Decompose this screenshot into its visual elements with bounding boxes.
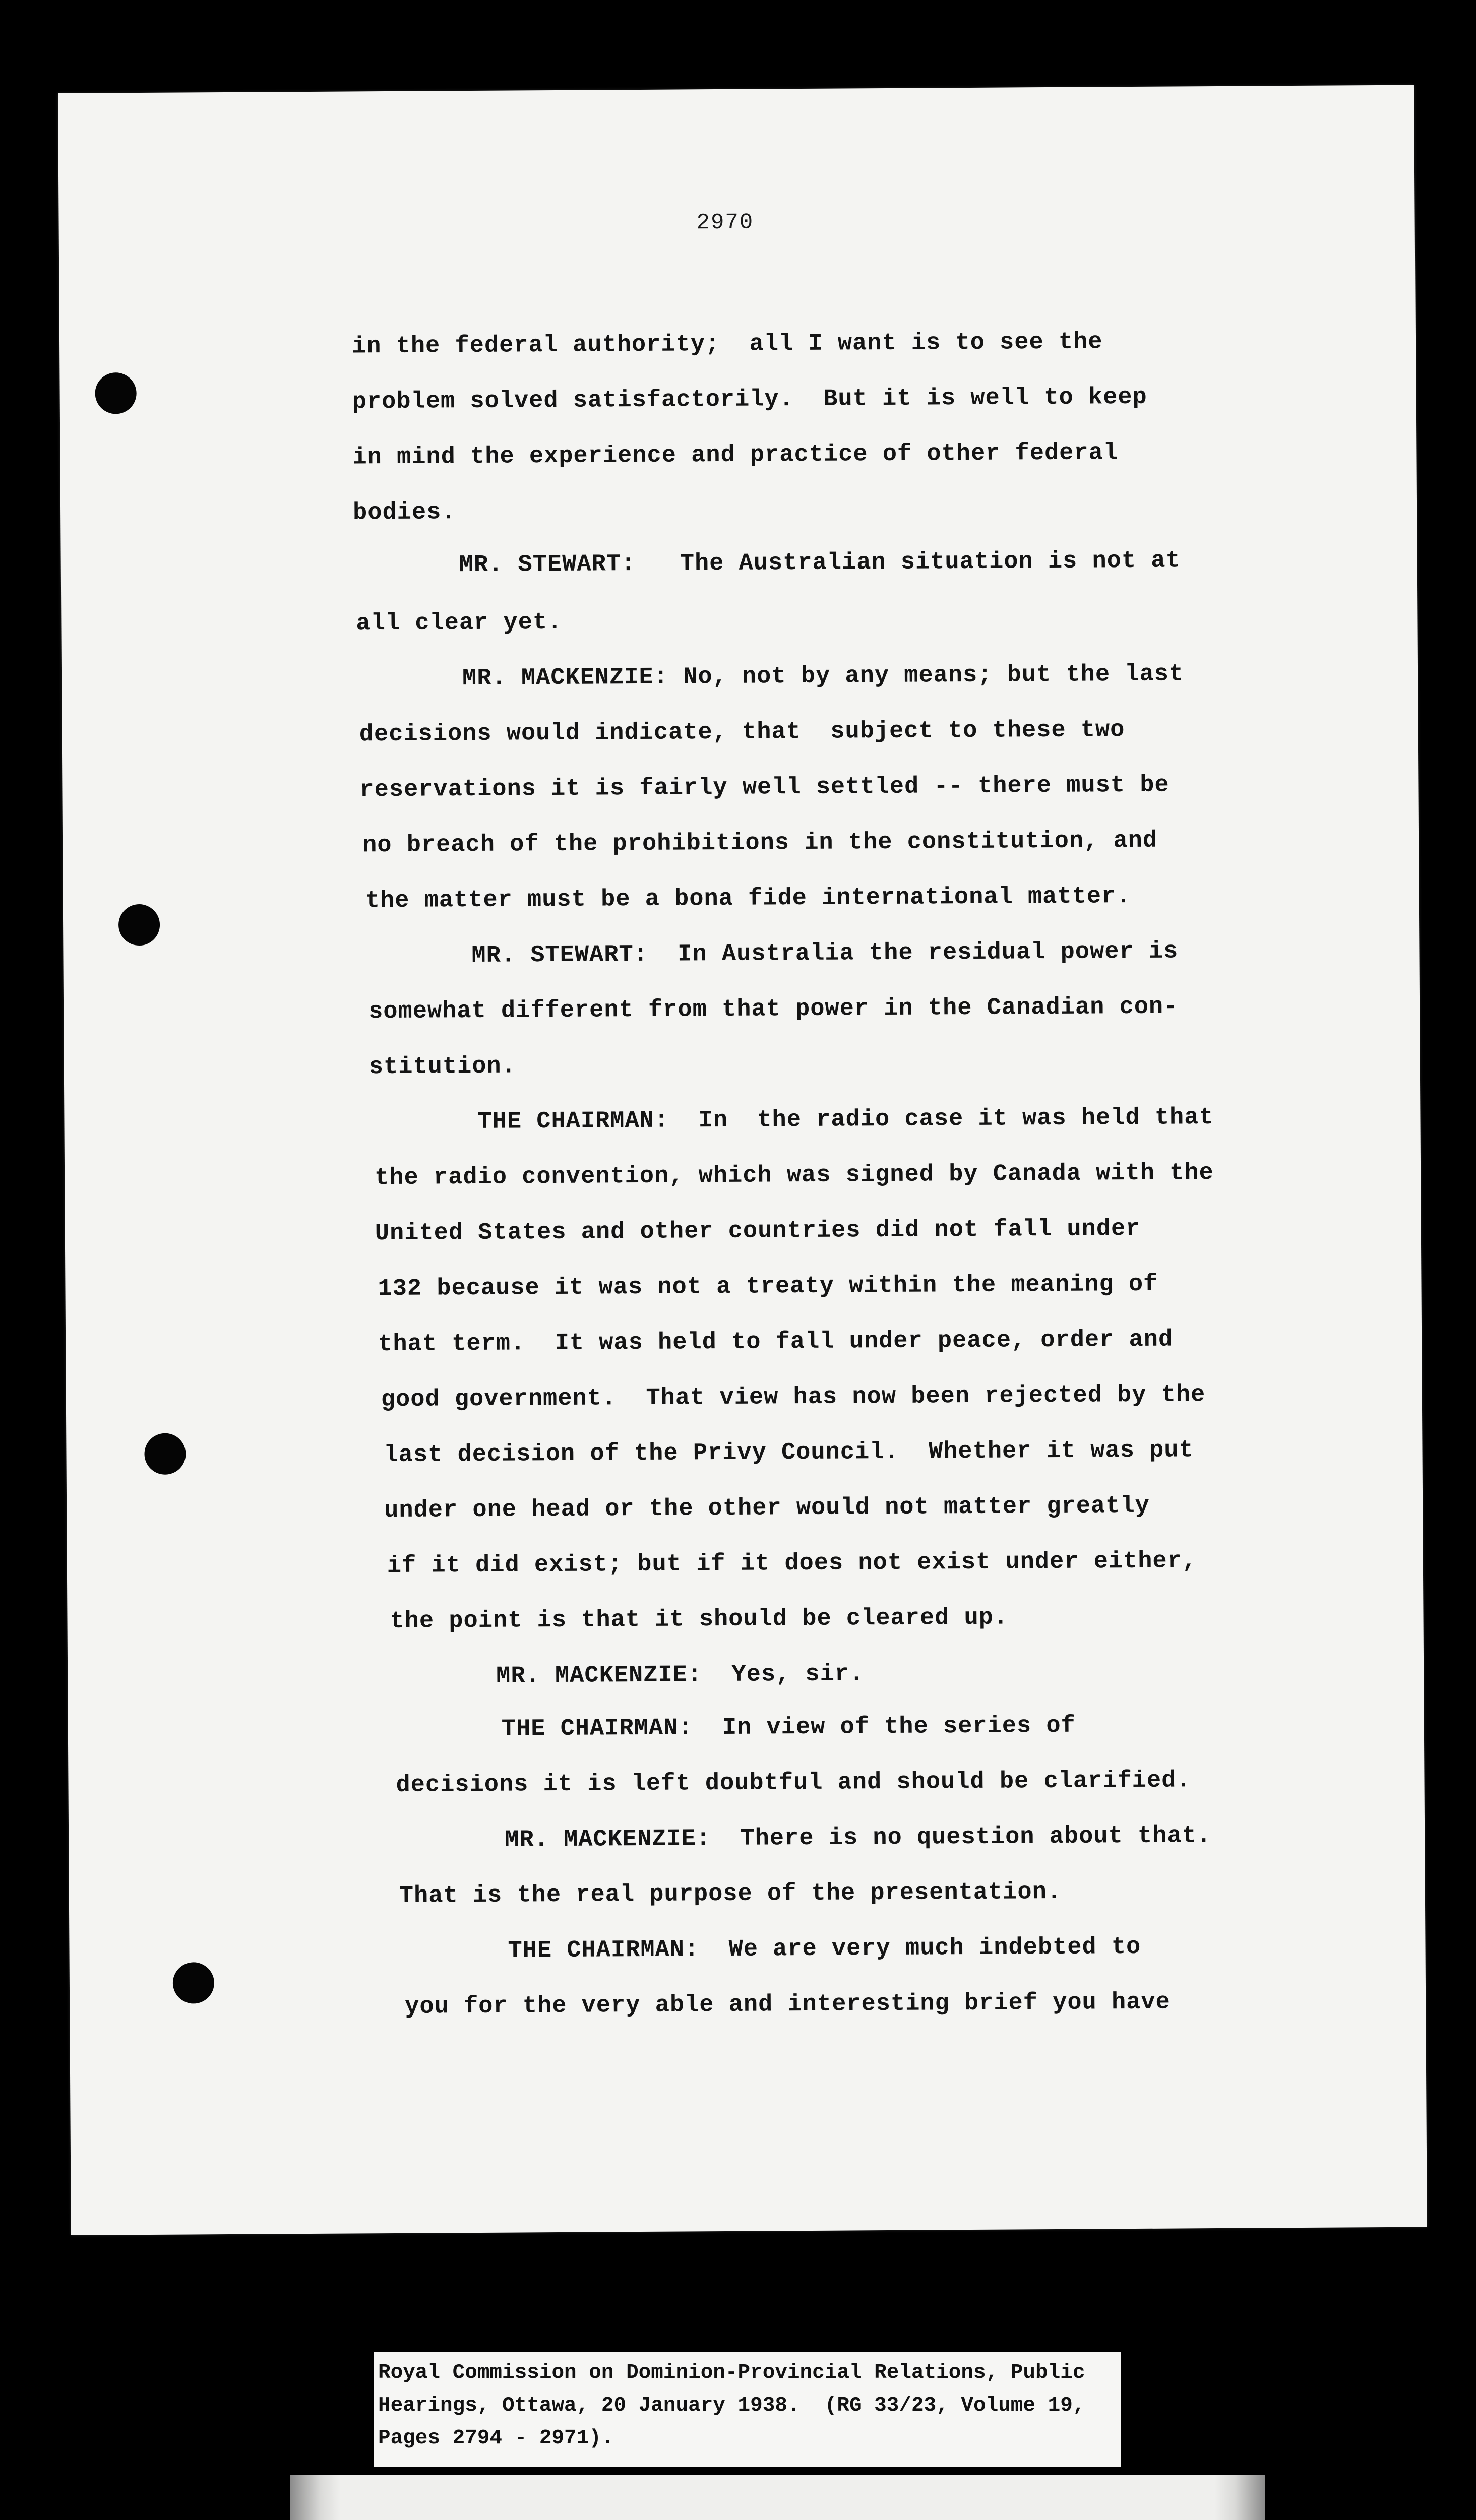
text-line: United States and other countries did not fall under (375, 1215, 1141, 1247)
text-line: the matter must be a bona fide international matter. (365, 883, 1131, 915)
text-line: somewhat different from that power in the Canadian con- (368, 993, 1179, 1026)
text-line: in mind the experience and practice of other federal (352, 439, 1119, 471)
text-line: reservations it is fairly well settled -- there must be (359, 772, 1170, 804)
text-line: if it did exist; but if it does not exist under either, (387, 1548, 1197, 1580)
punch-hole (144, 1433, 186, 1475)
page-number: 2970 (696, 210, 754, 236)
text-line: last decision of the Privy Council. Whether it was put (384, 1437, 1194, 1469)
speaker-line: THE CHAIRMAN: In the radio case it was held that (477, 1104, 1214, 1136)
caption-line: Pages 2794 - 2971). (378, 2427, 614, 2450)
text-line: all clear yet. (356, 609, 563, 638)
speaker-line: MR. MACKENZIE: There is no question about that. (505, 1822, 1212, 1854)
speaker-line: MR. MACKENZIE: No, not by any means; but the last (462, 661, 1184, 692)
text-line: decisions would indicate, that subject to these two (359, 717, 1125, 748)
punch-hole (95, 372, 136, 414)
text-line: under one head or the other would not matter greatly (384, 1492, 1150, 1525)
stamp-edge-left (290, 2475, 340, 2520)
archive-caption (374, 2352, 1121, 2467)
speaker-line: THE CHAIRMAN: In view of the series of (501, 1712, 1076, 1743)
text-line: the radio convention, which was signed by Canada with the (374, 1160, 1214, 1192)
text-line: bodies. (352, 499, 456, 527)
text-line: you for the very able and interesting brief you have (405, 1989, 1171, 2021)
text-line: no breach of the prohibitions in the constitution, and (362, 827, 1158, 859)
punch-hole (118, 904, 160, 946)
caption-line: Royal Commission on Dominion-Provincial Relations, Public (378, 2361, 1085, 2384)
punch-hole (173, 1962, 214, 2003)
text-line: decisions it is left doubtful and should be clarified. (396, 1767, 1191, 1799)
text-line: That is the real purpose of the presentation. (399, 1878, 1062, 1910)
speaker-line: MR. STEWART: The Australian situation is not at (459, 547, 1181, 579)
speaker-line: THE CHAIRMAN: We are very much indebted to (508, 1933, 1141, 1965)
text-line: that term. It was held to fall under peace, order and (378, 1326, 1174, 1358)
text-line: in the federal authority; all I want is to see the (351, 329, 1103, 360)
caption-line: Hearings, Ottawa, 20 January 1938. (RG 33/23, Volume 19, (378, 2394, 1085, 2417)
text-line: problem solved satisfactorily. But it is well to keep (352, 384, 1147, 416)
text-line: the point is that it should be cleared up. (390, 1604, 1009, 1635)
speaker-line: MR. MACKENZIE: Yes, sir. (496, 1661, 865, 1690)
text-line: stitution. (368, 1053, 517, 1081)
speaker-line: MR. STEWART: In Australia the residual power is (471, 938, 1179, 970)
public-archives-stamp (290, 2475, 1265, 2520)
stamp-edge-right (1215, 2475, 1265, 2520)
text-line: 132 because it was not a treaty within the meaning of (378, 1271, 1158, 1303)
typewritten-page (58, 85, 1427, 2235)
text-line: good government. That view has now been rejected by the (381, 1381, 1206, 1414)
